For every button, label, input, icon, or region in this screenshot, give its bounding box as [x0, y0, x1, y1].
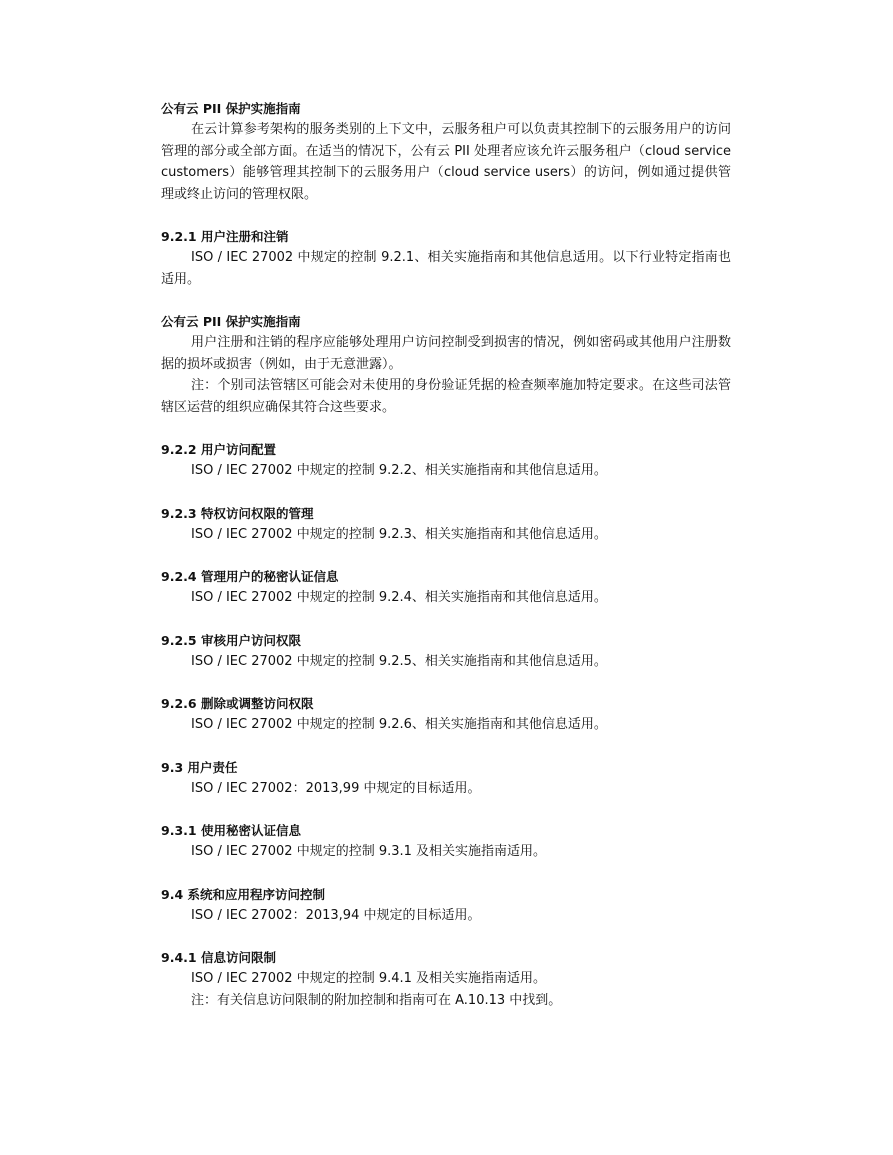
section-heading: 9.4.1 信息访问限制 — [161, 950, 276, 965]
section-heading: 9.2.5 审核用户访问权限 — [161, 632, 301, 648]
section-9-3-1 — [161, 820, 731, 863]
section-heading: 9.3.1 使用秘密认证信息 — [161, 823, 301, 838]
section-9-2-3 — [161, 503, 731, 546]
section-heading: 公有云 PII 保护实施指南 — [161, 314, 301, 329]
section-heading: 9.2.1 用户注册和注销 — [161, 229, 289, 244]
section-paragraph: ISO / IEC 27002 中规定的控制 9.2.4、相关实施指南和其他信息适用。 — [191, 590, 607, 605]
document-page — [161, 98, 731, 1011]
section-paragraph: ISO / IEC 27002 中规定的控制 9.4.1 及相关实施指南适用。 — [191, 971, 547, 986]
section-9-2-6 — [161, 693, 731, 736]
section-9-2-1 — [161, 226, 731, 290]
section-9-2-2 — [161, 439, 731, 482]
section-9-3 — [161, 757, 731, 800]
section-paragraph: ISO / IEC 27002 中规定的控制 9.2.1、相关实施指南和其他信息适用。以下行业特定指南也适用。 — [161, 250, 731, 287]
section-heading: 9.2.2 用户访问配置 — [161, 442, 276, 457]
section-paragraph: ISO / IEC 27002 中规定的控制 9.2.2、相关实施指南和其他信息适用。 — [191, 463, 607, 478]
section-9-4 — [161, 884, 731, 927]
section-heading: 9.2.3 特权访问权限的管理 — [161, 505, 314, 521]
section-heading: 9.2.6 删除或调整访问权限 — [161, 696, 314, 711]
section-9-2-5 — [161, 630, 731, 673]
section-9-4-1 — [161, 947, 731, 1011]
section-note: 注：个别司法管辖区可能会对未使用的身份验证凭据的检查频率施加特定要求。在这些司法管辖区运营的组织应确保其符合这些要求。 — [161, 378, 731, 415]
section-paragraph: ISO / IEC 27002 中规定的控制 9.2.6、相关实施指南和其他信息适用。 — [191, 717, 607, 732]
section-paragraph: ISO / IEC 27002 中规定的控制 9.2.5、相关实施指南和其他信息适用。 — [191, 653, 607, 669]
section-public-cloud-guidance-1 — [161, 98, 731, 205]
section-heading: 9.4 系统和应用程序访问控制 — [161, 886, 325, 902]
section-heading: 公有云 PII 保护实施指南 — [161, 101, 301, 116]
section-note: 注：有关信息访问限制的附加控制和指南可在 A.10.13 中找到。 — [191, 992, 562, 1008]
section-heading: 9.3 用户责任 — [161, 759, 238, 775]
section-public-cloud-guidance-2 — [161, 311, 731, 418]
section-9-2-4 — [161, 566, 731, 609]
section-paragraph: ISO / IEC 27002：2013,94 中规定的目标适用。 — [191, 907, 481, 923]
section-paragraph: 在云计算参考架构的服务类别的上下文中，云服务租户可以负责其控制下的云服务用户的访问管理的部分或全部方面。在适当的情况下，公有云 PII 处理者应该允许云服务租户（cloud service customers）能够管理其控制下的云服务用户（cloud service users）的访问，例如通过提供管理或终止访问的管理权限。 — [161, 122, 731, 202]
section-paragraph: 用户注册和注销的程序应能够处理用户访问控制受到损害的情况，例如密码或其他用户注册数据的损坏或损害（例如，由于无意泄露）。 — [161, 335, 731, 372]
section-paragraph: ISO / IEC 27002：2013,99 中规定的目标适用。 — [191, 780, 481, 796]
section-paragraph: ISO / IEC 27002 中规定的控制 9.3.1 及相关实施指南适用。 — [191, 844, 547, 859]
section-heading: 9.2.4 管理用户的秘密认证信息 — [161, 569, 339, 584]
section-paragraph: ISO / IEC 27002 中规定的控制 9.2.3、相关实施指南和其他信息适用。 — [191, 526, 607, 542]
